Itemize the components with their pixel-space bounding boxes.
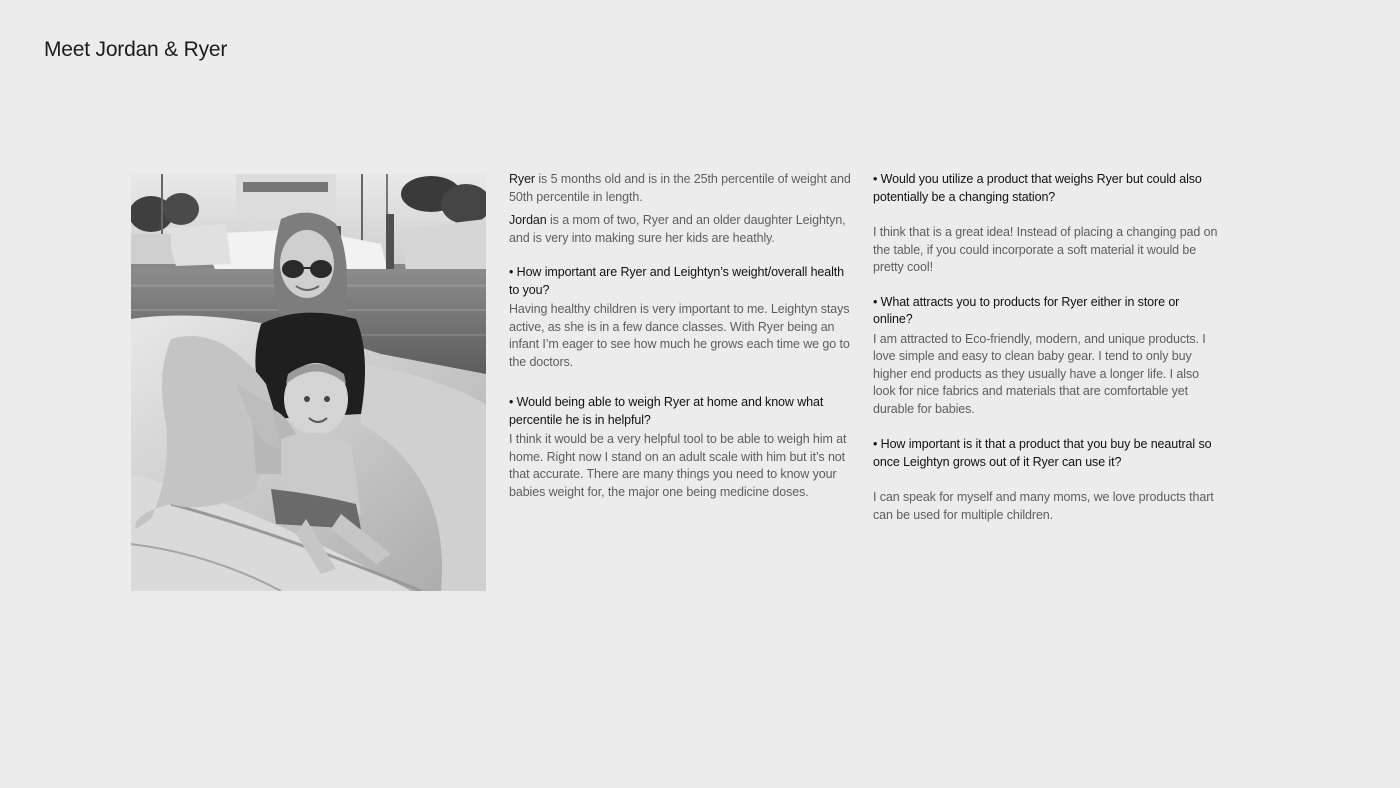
question-5: • How important is it that a product that you buy be neautral so once Leightyn grows out of it Ryer can use it? [873, 437, 1212, 469]
jordan-intro [509, 212, 857, 247]
answer-5: I can speak for myself and many moms, we love products thart can be used for multiple children. [873, 490, 1214, 522]
ryer-name: Ryer [509, 172, 535, 186]
persona-photo [131, 174, 486, 591]
question-4: • What attracts you to products for Ryer either in store or online? [873, 294, 1180, 326]
ryer-intro [509, 171, 857, 206]
question-3: • Would you utilize a product that weighs Ryer but could also potentially be a changing station? [873, 172, 1202, 204]
answer-1: Having healthy children is very important to me. Leightyn stays active, as she is in a few dance classes. With Ryer being an infant I’m eager to see how much he grows each time we go to the doctors. [509, 302, 850, 369]
answer-3: I think that is a great idea! Instead of placing a changing pad on the table, if you could incorporate a soft material it would be pretty cool! [873, 225, 1218, 274]
answer-4: I am attracted to Eco-friendly, modern, and unique products. I love simple and easy to clean baby gear. I tend to only buy higher end products as they usually have a longer life. I also look for nice fabrics and materials that are comfortable yet durable for babies. [873, 331, 1206, 416]
right-text-column [873, 171, 1218, 524]
question-1: • How important are Ryer and Leightyn’s weight/overall health to you? [509, 265, 845, 297]
answer-2: I think it would be a very helpful tool to be able to weigh him at home. Right now I stand on an adult scale with him but it’s not that accurate. There are many things you need to know your babies weight for, the major one being medicine doses. [509, 432, 847, 499]
left-text-column [509, 171, 857, 501]
jordan-name: Jordan [509, 213, 547, 227]
question-2: • Would being able to weigh Ryer at home and know what percentile he is in helpful? [509, 395, 824, 427]
page-title: Meet Jordan & Ryer [44, 38, 228, 61]
mother-and-baby-photo [131, 174, 486, 591]
ryer-intro-text: is 5 months old and is in the 25th percentile of weight and 50th percentile in length. [509, 172, 851, 204]
jordan-intro-text: is a mom of two, Ryer and an older daughter Leightyn, and is very into making sure her kids are heathly. [509, 213, 846, 245]
